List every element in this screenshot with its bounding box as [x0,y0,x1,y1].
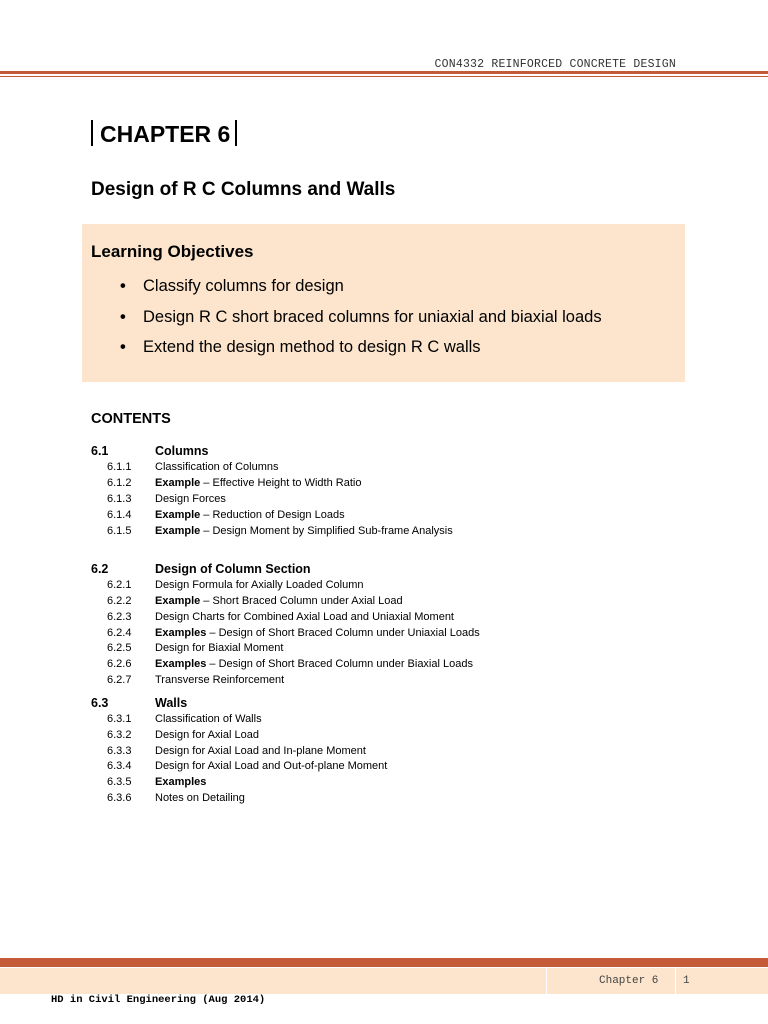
footer-program: HD in Civil Engineering (Aug 2014) [51,994,266,1006]
contents-item: 6.3.4 Design for Axial Load and Out-of-plane Moment [107,760,388,772]
contents-section: 6.2 Design of Column Section [91,562,311,576]
contents-item: 6.1.5 Example – Design Moment by Simplified Sub-frame Analysis [107,525,453,537]
footer-rule [0,958,768,967]
bullet: • [120,277,126,295]
contents-item: 6.2.6 Examples – Design of Short Braced Column under Biaxial Loads [107,658,473,670]
objective-item: • Design R C short braced columns for uniaxial and biaxial loads [120,302,602,333]
header-rule-thin [0,76,768,77]
contents-item: 6.1.2 Example – Effective Height to Width Ratio [107,477,362,489]
contents-item: 6.3.6 Notes on Detailing [107,792,245,804]
chapter-bar-left [91,120,93,146]
footer-divider [546,968,547,994]
learning-objectives-heading: Learning Objectives [91,242,254,261]
chapter-title: Design of R C Columns and Walls [91,179,396,200]
contents-item: 6.3.2 Design for Axial Load [107,729,259,741]
footer-chapter: Chapter 6 [599,975,659,987]
contents-item: 6.2.4 Examples – Design of Short Braced Column under Uniaxial Loads [107,627,480,639]
objective-item: • Classify columns for design [120,271,602,302]
contents-section: 6.1 Columns [91,444,209,458]
contents-item: 6.1.1 Classification of Columns [107,461,279,473]
chapter-label: CHAPTER 6 [100,121,231,147]
chapter-heading [91,120,237,148]
footer-divider [675,968,676,994]
learning-objectives-box [82,224,685,382]
chapter-bar-right [235,120,237,146]
contents-item: 6.3.1 Classification of Walls [107,713,262,725]
contents-item: 6.2.2 Example – Short Braced Column under Axial Load [107,595,403,607]
contents-section: 6.3 Walls [91,696,188,710]
header-rule-thick [0,71,768,74]
contents-item: 6.2.3 Design Charts for Combined Axial Load and Uniaxial Moment [107,611,454,623]
contents-item: 6.3.3 Design for Axial Load and In-plane Moment [107,745,366,757]
learning-objectives-list [120,271,602,363]
contents-item: 6.3.5 Examples [107,776,207,788]
contents-item: 6.2.1 Design Formula for Axially Loaded Column [107,579,364,591]
contents-heading: CONTENTS [91,411,171,427]
contents-item: 6.1.3 Design Forces [107,493,226,505]
contents-item: 6.2.7 Transverse Reinforcement [107,674,285,686]
bullet: • [120,338,126,356]
page-number: 1 [683,975,690,987]
bullet: • [120,307,126,326]
running-header: CON4332 REINFORCED CONCRETE DESIGN [434,58,676,71]
contents-item: 6.1.4 Example – Reduction of Design Loads [107,509,345,521]
contents-item: 6.2.5 Design for Biaxial Moment [107,642,284,654]
objective-item: • Extend the design method to design R C walls [120,332,602,363]
